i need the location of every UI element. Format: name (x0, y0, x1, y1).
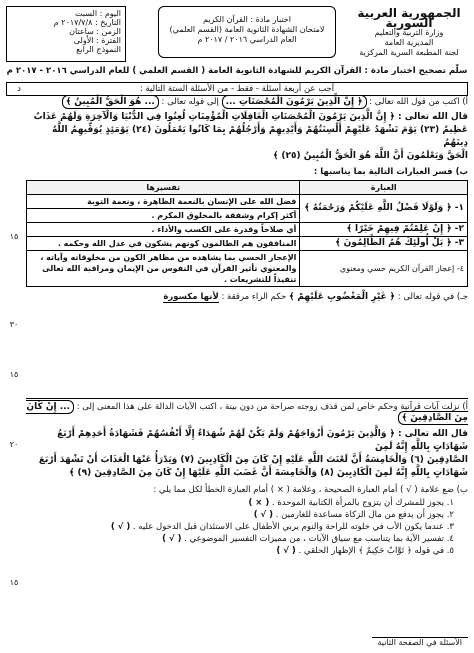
table-row (27, 251, 468, 287)
q1-verse-answer (26, 111, 468, 163)
table-cell-meaning: أي صلاحاً وقدرة على الكسب والأداء . (27, 223, 300, 237)
q1-a-to: ... هُوَ الْحَقُّ الْمُبِينُ ﴾ (62, 95, 159, 109)
list-item: ٥. في قوله ﴿ تَوَّابٌ حَكِيمٌ ﴾ الإظهار الحلقي . ( √ ) (276, 546, 454, 556)
q2-true-false-list (26, 498, 468, 557)
directorate-line: المديرية العامة (384, 38, 434, 47)
republic-line: الجمهورية العربية السورية (357, 6, 461, 30)
page-footer (6, 638, 468, 647)
q2-verse-line: شَهَادَاتٍ بِاللَّهِ إِنَّهُ لَمِنَ الْكَاذِبِينَ (٨) وَالْخَامِسَةَ أَنَّ غَضَبَ اللَّهِ عَلَيْهَا إِنْ كَانَ مِنَ الصَّادِقِينَ (٩) ﴾ (69, 468, 468, 478)
footer-note: الأسئلة في الصفحة الثانية (372, 637, 469, 647)
exam-info-box (6, 6, 126, 62)
q1-interpretation-table (26, 180, 468, 287)
q2-b-prompt: ب) ضع علامة ( √ ) أمام العبارة الصحيحة ، وعلامة ( × ) أمام العبارة الخطأ لكل مما يلي : (153, 485, 468, 495)
q1-mark: ١٥ (9, 232, 19, 241)
table-header-phrase: العبارة (300, 181, 468, 195)
instruction-bar (6, 82, 468, 96)
q1-b-prompt: ب) فسر العبارات التالية بما يناسبها : (313, 167, 468, 177)
q1-c-verse: ﴿ غَيْرِ الْمَغْضُوبِ عَلَيْهِمْ ﴾ (288, 292, 396, 302)
list-item: ١. يجوز للمشرك أن يتزوج بالمرأة الكتابية الموحدة . ( × ) (248, 498, 454, 508)
marks-column-header: د (17, 84, 21, 94)
q2-a-to: ... إِنْ كَانَ مِنَ الصَّادِقِينَ ﴾ (26, 402, 468, 423)
exam-period: الفترة : الأولى (73, 36, 121, 45)
q2-verse-line: قال الله تعالى : ﴿ وَالَّذِينَ يَرْمُونَ أَزْوَاجَهُمْ وَلَمْ يَكُنْ لَهُمْ شُهَدَاءُ إِلَّا أَنْفُسُهُمْ فَشَهَادَةُ أَحَدِهِمْ أَرْبَعُ شَهَادَاتٍ بِاللَّهِ إِنَّهُ لَمِنَ (57, 429, 468, 452)
table-row (27, 237, 468, 251)
answer-key-title: سلّم تصحيح اختبار مادة : القرآن الكريم للشهادة الثانوية العامة ( القسم العلمي ) للعام الدراسي ٢٠١٦ - ٢٠١٧ م (6, 66, 468, 76)
q1-a-prompt: أ) اكتب من قول الله تعالى : ﴿ إِنَّ الَّذِينَ يَرْمُونَ الْمُحْصَنَاتِ ... إلى قوله تعالى : ... هُوَ الْحَقُّ الْمُبِينُ ﴾ (26, 97, 468, 108)
table-row (27, 223, 468, 237)
list-item: ٢. يجوز أن يدفع من مال الزكاة مساعدة للغارمين . ( √ ) (253, 510, 454, 520)
ministry-line: وزارة التربية والتعليم (374, 28, 444, 37)
table-cell-meaning: فضل الله على الإنسان بالنعمة الظاهرة ، ونعمة التوبة (27, 195, 300, 209)
answer-mark: ( √ ) (276, 546, 296, 556)
q1-c-question: حكم الراء مرققة : (221, 292, 287, 302)
exam-model: النموذج الرابع (76, 45, 121, 54)
exam-title-box (158, 6, 336, 58)
header (6, 6, 468, 58)
table-cell-meaning: الإعجاز الحسي بما يشاهده من مظاهر الكون من مخلوقاته وآياته ، والمعنوي تأثير القرآن في النفوس من الإيمان ومراقبة الله تعالى تنفيذاً للتشريعات . (27, 251, 300, 287)
exam-date: التاريخ : ٢٠١٧/٧/٨ م (53, 18, 121, 27)
table-cell-phrase: ١- ﴿ وَلَوْلَا فَضْلُ اللَّهِ عَلَيْكُمْ وَرَحْمَتُهُ ﴾ (300, 195, 468, 223)
table-cell-phrase: ٢- ﴿ إِنْ عَلِمْتُمْ فِيهِمْ خَيْرًا ﴾ (300, 223, 468, 237)
table-cell-meaning: المنافقون هم الظالمون كونهم يشكون في عدل الله وحكمه . (27, 237, 300, 251)
q1-c-prompt: جـ) في قوله تعالى : ﴿ غَيْرِ الْمَغْضُوبِ عَلَيْهِمْ ﴾ حكم الراء مرققة : لأنها مكسورة (163, 292, 468, 302)
q2-mark: ٢٠ (9, 440, 19, 449)
table-cell-phrase: ٣- ﴿ بَلْ أُولَئِكَ هُمُ الظَّالِمُونَ ﴾ (300, 237, 468, 251)
table-row (27, 195, 468, 209)
question-2 (26, 398, 468, 558)
answer-mark: ( × ) (248, 498, 270, 508)
committee-line: لجنة المطبعة السرية المركزية (359, 48, 459, 57)
exam-subject: اختبار مادة : القرآن الكريم (203, 15, 291, 24)
exam-duration: الزمن : ساعتان (69, 27, 121, 36)
q1-mark: ٣٠ (9, 320, 19, 329)
q1-c-answer: لأنها مكسورة (163, 292, 219, 302)
q1-verse-line: قال الله تعالى : ﴿ إِنَّ الَّذِينَ يَرْمُونَ الْمُحْصَنَاتِ الْغَافِلَاتِ الْمُؤْمِنَاتِ لُعِنُوا فِي الدُّنْيَا وَالْآخِرَةِ وَلَهُمْ عَذَابٌ (33, 112, 468, 122)
exam-year: العام الدراسي ٢٠١٦ / ٢٠١٧ م (197, 35, 297, 44)
list-item: ٣. عندما يكون الأب في خلوته للراحة والنوم يربي الأطفال على الاستئذان قبل الدخول عليه . ( √ ) (110, 522, 454, 532)
list-item: ٤. تفسير الآية بما يتناسب مع سياق الآيات ، من مميزات التفسير الموضوعي . ( √ ) (162, 534, 454, 544)
q2-mark: ١٥ (9, 578, 19, 587)
answer-mark: ( √ ) (253, 510, 274, 520)
table-header-meaning: تفسيرها (27, 181, 300, 195)
q1-verse-line: الْحَقَّ وَيَعْلَمُونَ أَنَّ اللَّهَ هُوَ الْحَقُّ الْمُبِينُ (٢٥) ﴾ (273, 151, 468, 161)
q2-verse-line: الصَّادِقِينَ (٦) وَالْخَامِسَةُ أَنَّ لَعْنَتَ اللَّهِ عَلَيْهِ إِنْ كَانَ مِنَ الْكَاذِبِينَ (٧) وَيَدْرَأُ عَنْهَا الْعَذَابَ أَنْ تَشْهَدَ أَرْبَعَ (38, 455, 468, 465)
instruction-text: أجب عن أربعة أسئلة - فقط - من الأسئلة الستة التالية : (139, 84, 335, 94)
q2-a-prompt: أ) نزلت آيات قرآنية وحكم خاص لمن قذف زوجته صراحة من دون بينة ، اكتب الآيات الدالة على هذا المعنى إلى : ... إِنْ كَانَ مِنَ الصَّادِقِينَ ﴾ (26, 402, 468, 423)
header-authority (350, 6, 468, 58)
answer-mark: ( √ ) (162, 534, 182, 544)
exam-certificate: لامتحان الشهادة الثانوية العامة (القسم العلمي) (169, 25, 325, 34)
table-cell-phrase: ٤- إعجاز القرآن الكريم حسي ومعنوي (300, 251, 468, 287)
q1-verse-line: عَظِيمٌ (٢٣) يَوْمَ تَشْهَدُ عَلَيْهِمْ أَلْسِنَتُهُمْ وَأَيْدِيهِمْ وَأَرْجُلُهُمْ بِمَا كَانُوا يَعْمَلُونَ (٢٤) يَوْمَئِذٍ يُوَفِّيهِمُ اللَّهُ دِينَهُمُ (51, 125, 468, 148)
q1-mark: ١٥ (9, 370, 19, 379)
question-1 (26, 97, 468, 303)
table-header-row (27, 181, 468, 195)
answer-mark: ( √ ) (110, 522, 131, 532)
q1-a-from: ﴿ إِنَّ الَّذِينَ يَرْمُونَ الْمُحْصَنَاتِ ... (222, 95, 367, 109)
table-cell-meaning: أكثر إكرام وشفقة بالمخلوق المكرم . (27, 209, 300, 223)
q2-verse-answer (26, 428, 468, 480)
exam-day: اليوم : السبت (74, 9, 121, 18)
